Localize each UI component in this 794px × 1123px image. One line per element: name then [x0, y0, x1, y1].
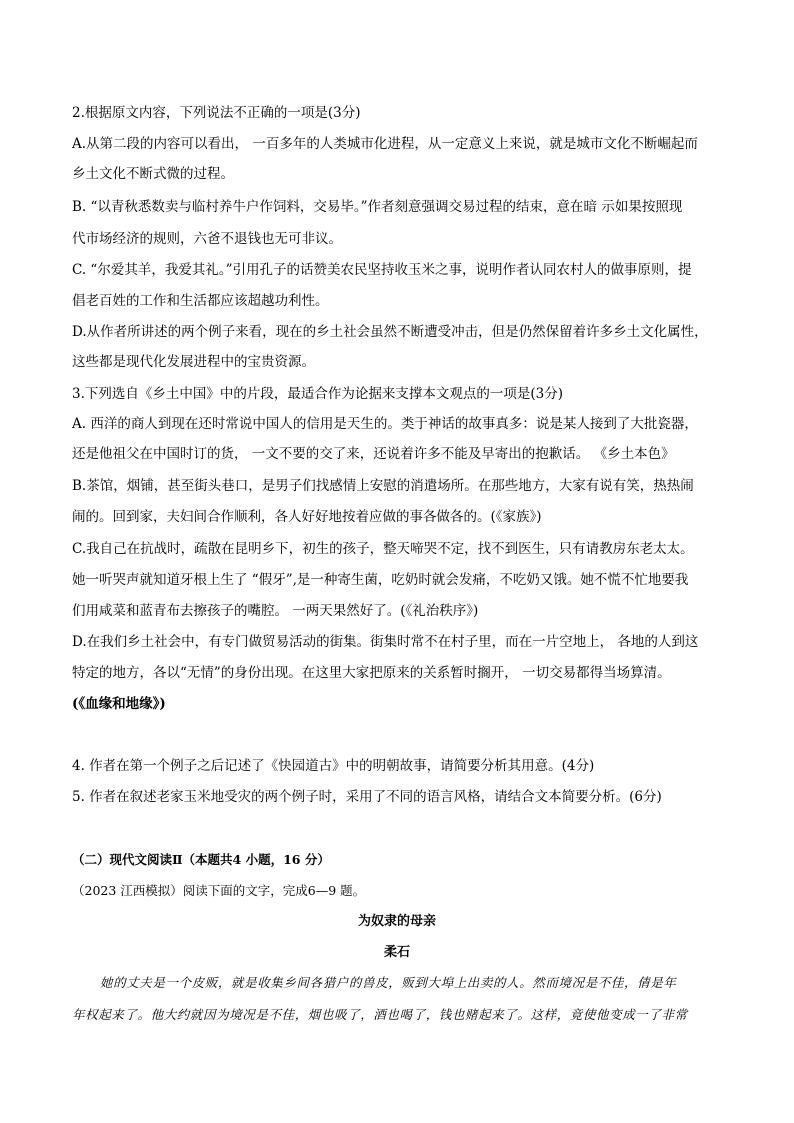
q2-option-b-line2: 代市场经济的规则，六爸不退钱也无可非议。 [72, 231, 342, 247]
q3-option-d-line3: (《血缘和地缘》) [72, 696, 166, 712]
q3-option-a-line2: 还是他祖父在中国时订的货， 一文不要的交了来，还说着许多不能及早寄出的抱歉话。 《乡土本色》 [72, 446, 675, 462]
q2-option-c-line2: 倡老百姓的工作和生活都应该超越功利性。 [72, 293, 329, 309]
q3-option-b-line2: 闹的。回到家，夫妇间合作顺利，各人好好地按着应做的事各做各的。(《家族》) [72, 509, 542, 525]
q3-stem: 3.下列选自《乡土中国》中的片段，最适合作为论据来支撑本文观点的一项是(3分) [72, 386, 564, 402]
q2-option-a-line1: A.从第二段的内容可以看出， 一百多年的人类城市化进程，从一定意义上来说，就是城市文化不断崛起而 [72, 136, 698, 152]
article-paragraph-line1: 她的丈夫是一个皮贩，就是收集乡间各猎户的兽皮，贩到大埠上出卖的人。然而境况是不佳，倩是年 [100, 975, 677, 990]
q2-option-a-line2: 乡土文化不断式微的过程。 [72, 166, 234, 182]
article-title: 为奴隶的母亲 [357, 914, 436, 929]
q5-stem: 5. 作者在叙述老家玉米地受灾的两个例子时，采用了不同的语言风格，请结合文本简要分析。(6分) [72, 789, 662, 805]
q3-option-d-line2: 特定的地方，各以“无情”的身份出现。在这里大家把原来的关系暂时搁开， 一切交易都得当场算清。 [72, 665, 671, 681]
q3-option-c-line2: 她一听哭声就知道牙根上生了 “假牙”,是一种寄生菌，吃奶时就会发痛，不吃奶又饿。她不慌不忙地要我 [72, 572, 689, 588]
q2-option-d-line2: 这些都是现代化发展进程中的宝贵资源。 [72, 354, 315, 370]
q2-option-d-line1: D.从作者所讲述的两个例子来看，现在的乡土社会虽然不断遭受冲击，但是仍然保留着许多乡土文化属性， [72, 324, 708, 340]
q2-option-b-line1: B. “以青秋悉数卖与临村养牛户作饲料，交易毕。”作者刻意强调交易过程的结束，意在暗 示如果按照现 [72, 199, 683, 215]
q3-option-a-line1: A. 西洋的商人到现在还时常说中国人的信用是天生的。类于神话的故事真多：说是某人接到了大批瓷器， [72, 416, 698, 432]
q3-option-c-line1: C.我自己在抗战时，疏散在昆明乡下，初生的孩子，整天啼哭不定，找不到医生，只有请教房东老太太。 [72, 541, 694, 557]
q3-option-d-line1: D.在我们乡土社会中，有专门做贸易活动的街集。街集时常不在村子里，而在一片空地上， 各地的人到这 [72, 634, 699, 650]
article-author: 柔石 [383, 945, 410, 960]
q4-stem: 4. 作者在第一个例子之后记述了《快园道古》中的明朝故事，请简要分析其用意。(4分) [72, 758, 595, 774]
section2-instruction: （2023 江西模拟）阅读下面的文字，完成6—9 题。 [72, 883, 366, 898]
q3-option-b-line1: B.茶馆，烟铺，甚至街头巷口，是男子们找感情上安慰的消遣场所。在那些地方，大家有说有笑，热热闹 [72, 478, 694, 494]
q2-option-c-line1: C. “尔爱其羊，我爱其礼。”引用孔子的话赞美农民坚持收玉米之事，说明作者认同农村人的做事原则，提 [72, 262, 692, 278]
q2-stem: 2.根据原文内容，下列说法不正确的一项是(3分) [72, 105, 361, 121]
section2-heading: （二）现代文阅读Ⅱ（本题共4 小题，16 分） [72, 852, 330, 867]
article-paragraph-line2: 年权起来了。他大约就因为境况是不佳，烟也吸了，酒也喝了，钱也赌起来了。这样，竟使他变成一了非常 [72, 1007, 688, 1022]
q3-option-c-line3: 们用咸菜和蓝青布去擦孩子的嘴腔。 一两天果然好了。(《礼治秩序》) [72, 603, 479, 619]
